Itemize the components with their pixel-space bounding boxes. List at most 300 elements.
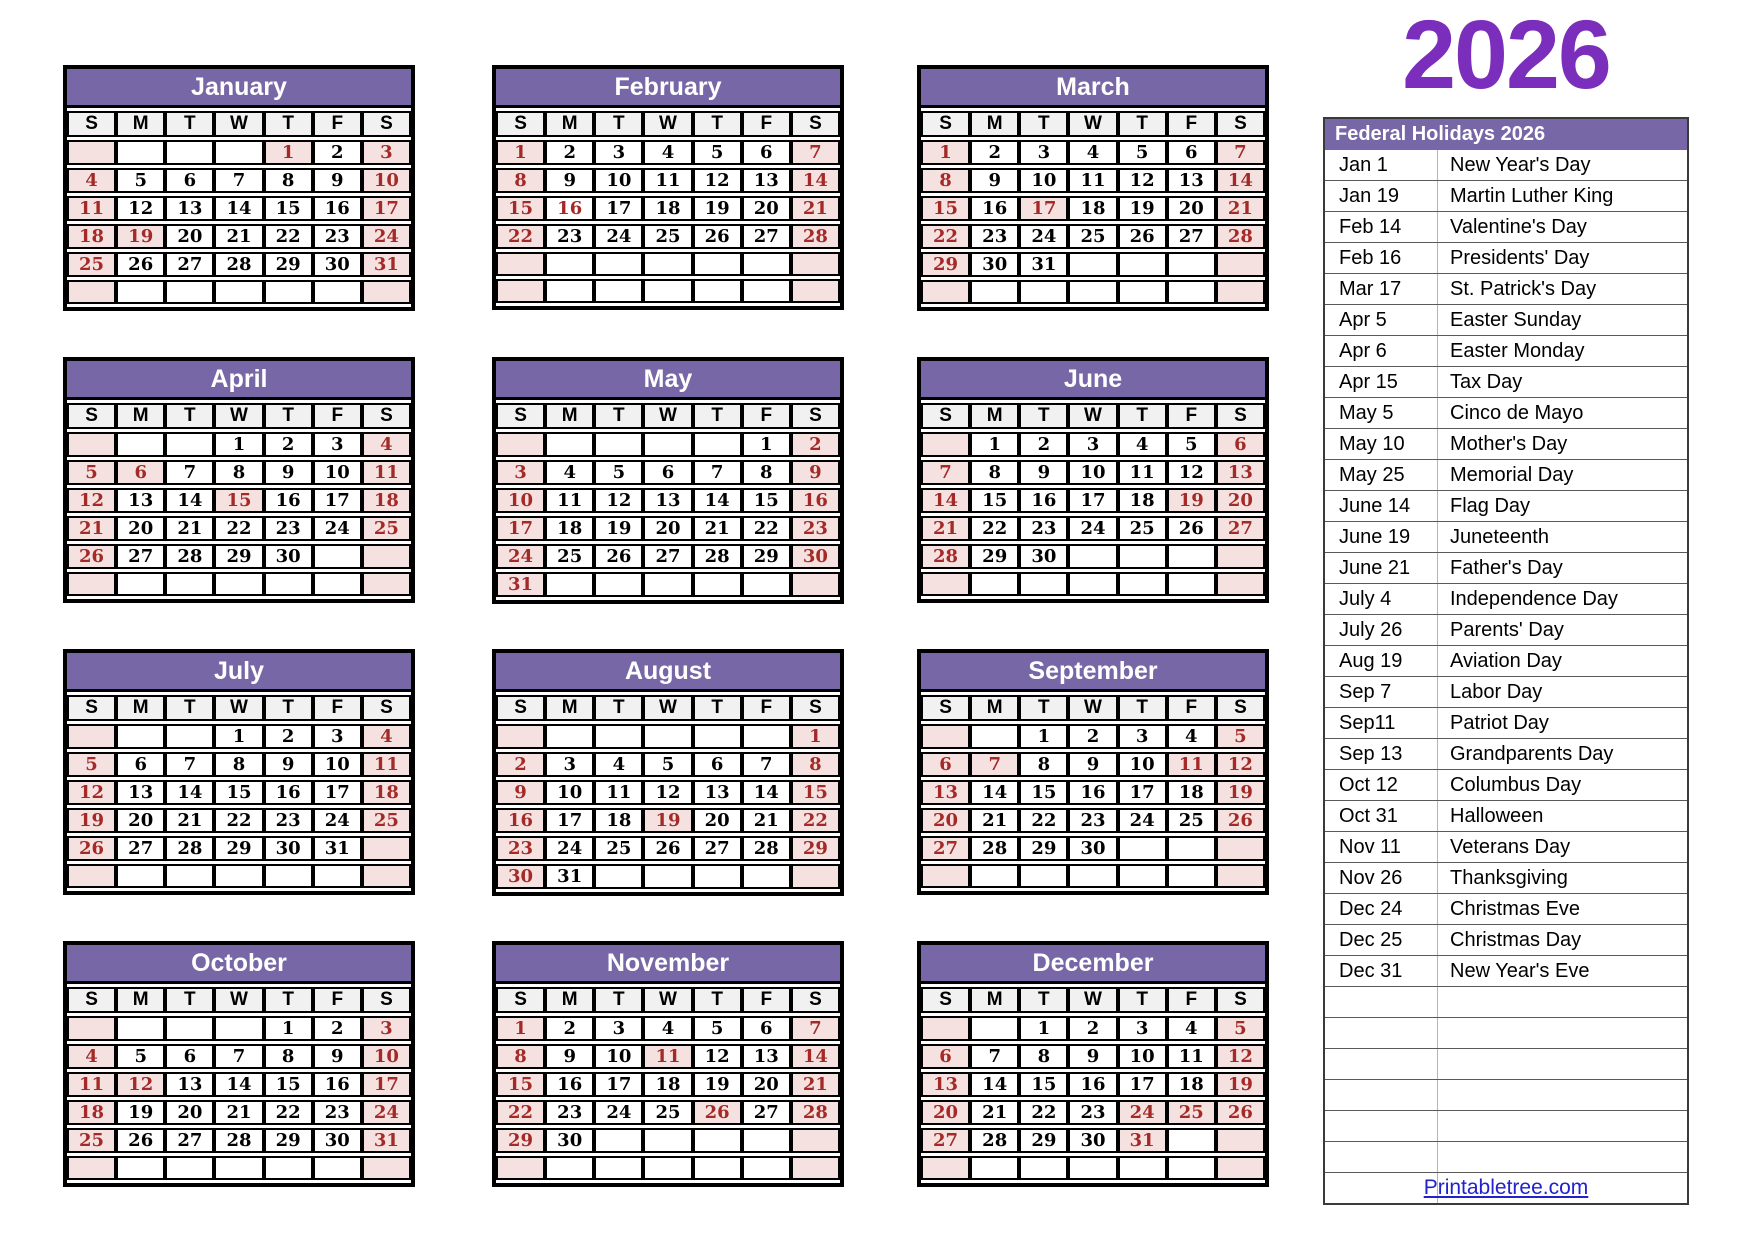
- date-cell: 12: [1216, 1044, 1265, 1069]
- empty-cell: [594, 572, 643, 597]
- date-cell: 26: [594, 544, 643, 569]
- date-cell: 19: [594, 516, 643, 541]
- holiday-date: Dec 24: [1325, 894, 1438, 924]
- date-cell: 21: [165, 516, 214, 541]
- date-cell: 12: [1167, 460, 1216, 485]
- holiday-row: [1325, 521, 1687, 552]
- day-header: F: [742, 987, 791, 1013]
- day-header: T: [594, 987, 643, 1013]
- date-cell: 30: [1068, 836, 1117, 861]
- empty-cell: [67, 724, 116, 749]
- date-cell: 5: [594, 460, 643, 485]
- month-title: November: [496, 945, 840, 984]
- empty-cell: [1118, 864, 1167, 888]
- holiday-name: [1438, 1049, 1687, 1079]
- date-cell: 25: [362, 516, 411, 541]
- day-header: S: [791, 403, 840, 429]
- holiday-row: [1325, 242, 1687, 273]
- date-cell: 7: [165, 752, 214, 777]
- date-cell: 3: [313, 724, 362, 749]
- empty-cell: [1216, 864, 1265, 888]
- holiday-row: [1325, 893, 1687, 924]
- date-cell: 1: [496, 1016, 545, 1041]
- day-header: M: [970, 111, 1019, 137]
- empty-cell: [693, 432, 742, 457]
- holiday-date: July 4: [1325, 584, 1438, 614]
- empty-cell: [594, 252, 643, 276]
- date-cell: 16: [545, 196, 594, 221]
- date-cell: 27: [742, 224, 791, 249]
- date-cell: 15: [1019, 1072, 1068, 1097]
- date-cell: 8: [1019, 1044, 1068, 1069]
- empty-cell: [165, 572, 214, 596]
- empty-cell: [693, 1128, 742, 1153]
- empty-cell: [643, 572, 692, 597]
- date-cell: 18: [643, 1072, 692, 1097]
- date-cell: 22: [791, 808, 840, 833]
- year-title: 2026: [1402, 0, 1610, 109]
- holiday-empty-row: [1325, 1048, 1687, 1079]
- date-cell: 22: [264, 1100, 313, 1125]
- date-cell: 13: [165, 1072, 214, 1097]
- date-cell: 8: [496, 1044, 545, 1069]
- date-cell: 25: [545, 544, 594, 569]
- date-cell: 25: [1068, 224, 1117, 249]
- day-header: S: [496, 111, 545, 137]
- day-header: T: [693, 403, 742, 429]
- day-header: F: [742, 403, 791, 429]
- date-cell: 23: [970, 224, 1019, 249]
- holiday-row: [1325, 304, 1687, 335]
- holiday-name: [1438, 987, 1687, 1017]
- date-cell: 7: [742, 752, 791, 777]
- date-cell: 28: [791, 1100, 840, 1125]
- date-cell: 3: [496, 460, 545, 485]
- holiday-date: [1325, 1049, 1438, 1079]
- empty-cell: [1167, 280, 1216, 304]
- date-cell: 1: [921, 140, 970, 165]
- date-cell: 29: [214, 544, 263, 569]
- date-cell: 20: [116, 808, 165, 833]
- holiday-name: [1438, 1142, 1687, 1172]
- holiday-date: Mar 17: [1325, 274, 1438, 304]
- empty-cell: [67, 140, 116, 165]
- date-cell: 9: [313, 1044, 362, 1069]
- holiday-name: Grandparents Day: [1450, 743, 1614, 765]
- date-cell: 8: [1019, 752, 1068, 777]
- date-cell: 17: [1068, 488, 1117, 513]
- empty-cell: [970, 864, 1019, 888]
- date-cell: 5: [1216, 724, 1265, 749]
- date-cell: 10: [1118, 1044, 1167, 1069]
- day-header: W: [214, 987, 263, 1013]
- date-cell: 6: [116, 752, 165, 777]
- empty-cell: [313, 280, 362, 304]
- date-cell: 29: [264, 252, 313, 277]
- holiday-name: Cinco de Mayo: [1450, 402, 1584, 424]
- date-cell: 26: [67, 836, 116, 861]
- day-header: M: [116, 111, 165, 137]
- date-cell: 4: [594, 752, 643, 777]
- date-cell: 17: [545, 808, 594, 833]
- empty-cell: [921, 280, 970, 304]
- holiday-row: [1325, 490, 1687, 521]
- day-header: W: [214, 695, 263, 721]
- date-cell: 21: [693, 516, 742, 541]
- day-header: T: [264, 403, 313, 429]
- federal-holidays-list: [1325, 150, 1687, 1203]
- date-cell: 7: [921, 460, 970, 485]
- day-header: T: [264, 987, 313, 1013]
- empty-cell: [594, 432, 643, 457]
- date-cell: 14: [1216, 168, 1265, 193]
- date-cell: 18: [1068, 196, 1117, 221]
- empty-cell: [643, 279, 692, 303]
- date-cell: 6: [643, 460, 692, 485]
- date-cell: 10: [545, 780, 594, 805]
- date-cell: 27: [165, 1128, 214, 1153]
- date-cell: 2: [1068, 724, 1117, 749]
- date-cell: 20: [165, 1100, 214, 1125]
- date-cell: 7: [214, 168, 263, 193]
- date-cell: 27: [1167, 224, 1216, 249]
- empty-cell: [264, 864, 313, 888]
- date-cell: 14: [921, 488, 970, 513]
- day-header: T: [693, 987, 742, 1013]
- holiday-name: Christmas Day: [1450, 929, 1582, 951]
- date-cell: 22: [264, 224, 313, 249]
- date-cell: 21: [791, 1072, 840, 1097]
- date-cell: 28: [693, 544, 742, 569]
- empty-cell: [545, 252, 594, 276]
- date-cell: 10: [594, 168, 643, 193]
- date-cell: 29: [496, 1128, 545, 1153]
- date-cell: 29: [264, 1128, 313, 1153]
- month-title: October: [67, 945, 411, 984]
- date-cell: 10: [496, 488, 545, 513]
- date-cell: 23: [496, 836, 545, 861]
- date-cell: 11: [1068, 168, 1117, 193]
- date-cell: 9: [264, 752, 313, 777]
- holiday-date: Aug 19: [1325, 646, 1438, 676]
- empty-cell: [545, 279, 594, 303]
- empty-cell: [594, 279, 643, 303]
- holiday-row: [1325, 273, 1687, 304]
- month-title: June: [921, 361, 1265, 400]
- empty-cell: [116, 572, 165, 596]
- date-cell: 23: [264, 808, 313, 833]
- date-cell: 5: [643, 752, 692, 777]
- empty-cell: [496, 724, 545, 749]
- date-cell: 30: [791, 544, 840, 569]
- day-header: M: [545, 987, 594, 1013]
- holiday-name: [1438, 1018, 1687, 1048]
- day-header: T: [1019, 987, 1068, 1013]
- date-cell: 8: [264, 168, 313, 193]
- empty-cell: [116, 432, 165, 457]
- date-cell: 16: [791, 488, 840, 513]
- date-cell: 26: [693, 1100, 742, 1125]
- holiday-name: [1438, 1111, 1687, 1141]
- day-header: S: [67, 403, 116, 429]
- date-cell: 26: [1167, 516, 1216, 541]
- date-cell: 31: [362, 1128, 411, 1153]
- day-header: T: [1118, 695, 1167, 721]
- day-header: W: [643, 111, 692, 137]
- holiday-row: [1325, 397, 1687, 428]
- holiday-row: [1325, 831, 1687, 862]
- printabletree-link[interactable]: Printabletree.com: [1423, 1176, 1589, 1199]
- date-cell: 7: [970, 752, 1019, 777]
- date-cell: 9: [313, 168, 362, 193]
- date-cell: 1: [970, 432, 1019, 457]
- date-cell: 25: [1167, 808, 1216, 833]
- date-cell: 17: [594, 196, 643, 221]
- date-cell: 2: [1019, 432, 1068, 457]
- date-cell: 27: [643, 544, 692, 569]
- empty-cell: [116, 724, 165, 749]
- date-cell: 24: [594, 1100, 643, 1125]
- month-january: [63, 65, 415, 311]
- date-cell: 17: [313, 488, 362, 513]
- empty-cell: [67, 864, 116, 888]
- date-cell: 10: [362, 168, 411, 193]
- day-header: F: [313, 987, 362, 1013]
- date-cell: 29: [1019, 1128, 1068, 1153]
- day-header: S: [67, 111, 116, 137]
- holiday-date: Jan 1: [1325, 150, 1438, 180]
- date-cell: 13: [1167, 168, 1216, 193]
- month-february: [492, 65, 844, 310]
- date-cell: 7: [791, 1016, 840, 1041]
- date-cell: 25: [643, 224, 692, 249]
- date-cell: 5: [693, 1016, 742, 1041]
- day-header: F: [1167, 695, 1216, 721]
- date-cell: 28: [921, 544, 970, 569]
- date-cell: 25: [67, 252, 116, 277]
- date-cell: 1: [264, 1016, 313, 1041]
- date-cell: 5: [693, 140, 742, 165]
- date-cell: 11: [1118, 460, 1167, 485]
- month-table: [496, 984, 840, 1183]
- empty-cell: [1068, 1156, 1117, 1180]
- empty-cell: [594, 724, 643, 749]
- holiday-date: Oct 12: [1325, 770, 1438, 800]
- empty-cell: [791, 1156, 840, 1180]
- holiday-row: [1325, 862, 1687, 893]
- holiday-name: New Year's Day: [1450, 154, 1591, 176]
- empty-cell: [594, 1156, 643, 1180]
- holiday-name: Christmas Eve: [1450, 898, 1581, 920]
- date-cell: 27: [116, 544, 165, 569]
- empty-cell: [921, 724, 970, 749]
- empty-cell: [496, 252, 545, 276]
- day-header: T: [594, 403, 643, 429]
- empty-cell: [791, 572, 840, 597]
- date-cell: 2: [1068, 1016, 1117, 1041]
- day-header: T: [1019, 403, 1068, 429]
- holiday-name: Parents' Day: [1450, 619, 1564, 641]
- date-cell: 19: [1216, 780, 1265, 805]
- date-cell: 21: [214, 1100, 263, 1125]
- date-cell: 13: [116, 488, 165, 513]
- month-title: April: [67, 361, 411, 400]
- holiday-name: St. Patrick's Day: [1450, 278, 1597, 300]
- date-cell: 26: [116, 1128, 165, 1153]
- empty-cell: [313, 544, 362, 569]
- day-header: W: [643, 403, 692, 429]
- empty-cell: [643, 724, 692, 749]
- month-table: [496, 692, 840, 892]
- date-cell: 25: [594, 836, 643, 861]
- day-header: M: [545, 403, 594, 429]
- date-cell: 30: [313, 252, 362, 277]
- date-cell: 25: [362, 808, 411, 833]
- empty-cell: [116, 280, 165, 304]
- date-cell: 26: [116, 252, 165, 277]
- holiday-name: Flag Day: [1450, 495, 1531, 517]
- date-cell: 21: [1216, 196, 1265, 221]
- day-header: M: [970, 987, 1019, 1013]
- date-cell: 24: [496, 544, 545, 569]
- date-cell: 24: [594, 224, 643, 249]
- date-cell: 17: [313, 780, 362, 805]
- empty-cell: [362, 280, 411, 304]
- date-cell: 18: [1118, 488, 1167, 513]
- empty-cell: [362, 544, 411, 569]
- date-cell: 3: [1118, 724, 1167, 749]
- empty-cell: [264, 1156, 313, 1180]
- day-header: F: [313, 403, 362, 429]
- empty-cell: [921, 572, 970, 596]
- date-cell: 4: [67, 1044, 116, 1069]
- holiday-name: Mother's Day: [1450, 433, 1568, 455]
- date-cell: 16: [313, 1072, 362, 1097]
- date-cell: 8: [214, 460, 263, 485]
- empty-cell: [1118, 1156, 1167, 1180]
- holiday-row: [1325, 645, 1687, 676]
- empty-cell: [165, 432, 214, 457]
- empty-cell: [67, 280, 116, 304]
- date-cell: 13: [1216, 460, 1265, 485]
- date-cell: 11: [594, 780, 643, 805]
- date-cell: 29: [1019, 836, 1068, 861]
- empty-cell: [1167, 1156, 1216, 1180]
- date-cell: 20: [643, 516, 692, 541]
- empty-cell: [970, 724, 1019, 749]
- date-cell: 15: [970, 488, 1019, 513]
- date-cell: 1: [214, 724, 263, 749]
- empty-cell: [116, 1016, 165, 1041]
- date-cell: 11: [1167, 752, 1216, 777]
- date-cell: 14: [791, 168, 840, 193]
- holiday-date: July 26: [1325, 615, 1438, 645]
- date-cell: 8: [264, 1044, 313, 1069]
- date-cell: 27: [1216, 516, 1265, 541]
- holiday-date: Feb 14: [1325, 212, 1438, 242]
- date-cell: 13: [165, 196, 214, 221]
- date-cell: 5: [1118, 140, 1167, 165]
- date-cell: 30: [1019, 544, 1068, 569]
- empty-cell: [643, 1128, 692, 1153]
- date-cell: 24: [362, 1100, 411, 1125]
- date-cell: 17: [1118, 1072, 1167, 1097]
- empty-cell: [1216, 1128, 1265, 1153]
- date-cell: 4: [643, 140, 692, 165]
- date-cell: 17: [362, 196, 411, 221]
- empty-cell: [1118, 280, 1167, 304]
- date-cell: 19: [67, 808, 116, 833]
- date-cell: 1: [496, 140, 545, 165]
- day-header: W: [643, 987, 692, 1013]
- date-cell: 16: [1019, 488, 1068, 513]
- date-cell: 22: [214, 808, 263, 833]
- empty-cell: [693, 864, 742, 889]
- day-header: W: [214, 403, 263, 429]
- empty-cell: [313, 572, 362, 596]
- day-header: W: [1068, 987, 1117, 1013]
- empty-cell: [496, 279, 545, 303]
- date-cell: 1: [791, 724, 840, 749]
- holiday-name: Valentine's Day: [1450, 216, 1587, 238]
- month-title: January: [67, 69, 411, 108]
- date-cell: 18: [594, 808, 643, 833]
- day-header: F: [742, 695, 791, 721]
- holiday-empty-row: [1325, 1110, 1687, 1141]
- date-cell: 17: [496, 516, 545, 541]
- date-cell: 2: [791, 432, 840, 457]
- month-april: [63, 357, 415, 603]
- empty-cell: [214, 280, 263, 304]
- holiday-date: May 5: [1325, 398, 1438, 428]
- date-cell: 10: [594, 1044, 643, 1069]
- date-cell: 22: [1019, 808, 1068, 833]
- date-cell: 18: [362, 780, 411, 805]
- date-cell: 16: [970, 196, 1019, 221]
- date-cell: 14: [214, 196, 263, 221]
- holiday-name: Veterans Day: [1450, 836, 1571, 858]
- empty-cell: [742, 279, 791, 303]
- holiday-date: May 10: [1325, 429, 1438, 459]
- date-cell: 15: [496, 1072, 545, 1097]
- day-header: M: [116, 403, 165, 429]
- holiday-row: [1325, 707, 1687, 738]
- date-cell: 7: [165, 460, 214, 485]
- date-cell: 22: [496, 1100, 545, 1125]
- holiday-date: June 14: [1325, 491, 1438, 521]
- empty-cell: [362, 864, 411, 888]
- day-header: S: [496, 987, 545, 1013]
- empty-cell: [970, 572, 1019, 596]
- empty-cell: [1019, 280, 1068, 304]
- day-header: S: [791, 987, 840, 1013]
- month-title: March: [921, 69, 1265, 108]
- date-cell: 1: [1019, 724, 1068, 749]
- empty-cell: [116, 864, 165, 888]
- date-cell: 25: [1167, 1100, 1216, 1125]
- day-header: T: [264, 111, 313, 137]
- date-cell: 13: [116, 780, 165, 805]
- date-cell: 20: [921, 808, 970, 833]
- date-cell: 19: [693, 1072, 742, 1097]
- date-cell: 12: [116, 1072, 165, 1097]
- date-cell: 26: [1216, 1100, 1265, 1125]
- date-cell: 27: [921, 836, 970, 861]
- date-cell: 21: [791, 196, 840, 221]
- holiday-row: [1325, 366, 1687, 397]
- date-cell: 3: [362, 140, 411, 165]
- holiday-date: [1325, 1080, 1438, 1110]
